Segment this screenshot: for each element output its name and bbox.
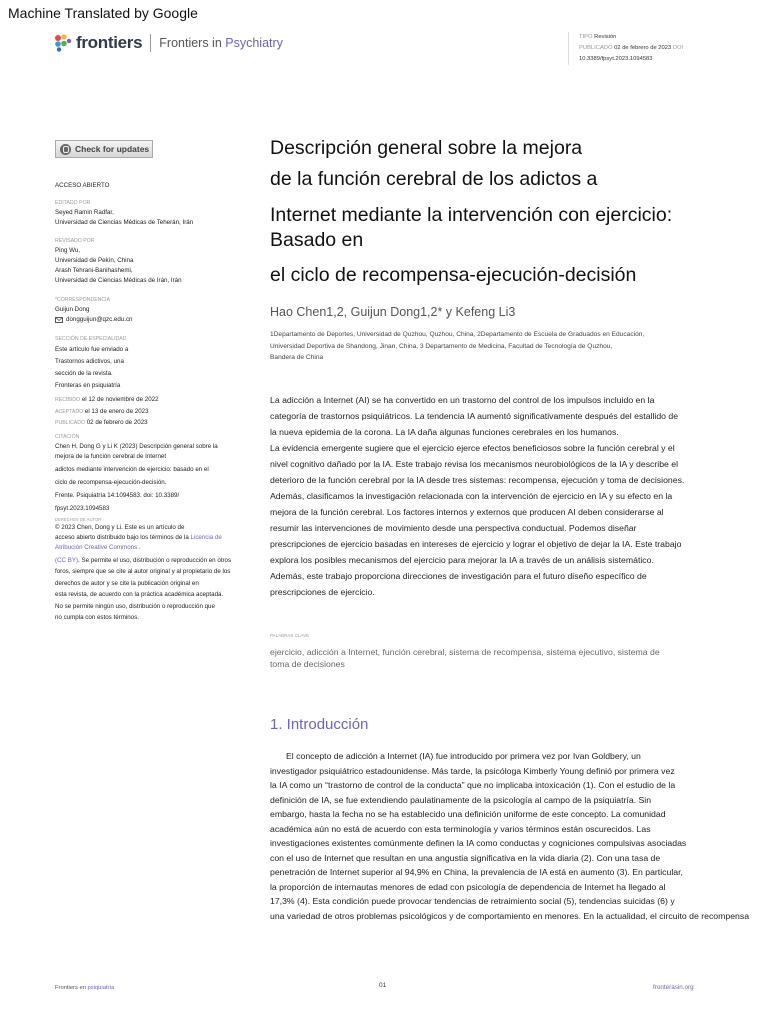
citation-line: Chen H, Dong G y Li K (2023) Descripción general sobre la — [55, 443, 218, 450]
page-number: 01 — [379, 982, 387, 989]
reviewed-line: Universidad de Ciencias Médicas de Irán, Irán — [55, 277, 182, 284]
check-for-updates-button[interactable] — [55, 140, 153, 158]
footer-journal-link[interactable]: psiquiatría — [87, 985, 115, 991]
body-line: académica aún no está de acuerdo con esta terminología y varios términos están oscurecidos. Las — [270, 823, 651, 834]
abstract-line: categoría de trastornos psiquiátricos. La tendencia IA aumentó significativamente después del estallido de — [270, 411, 679, 421]
introduction-body — [270, 749, 768, 923]
edited-by-block — [55, 199, 255, 228]
body-line: investigaciones existentes comúnmente definen la IA como conductas y cogniciones compulsivas asociadas — [270, 838, 687, 848]
reviewed-label: REVISADO POR — [55, 238, 95, 244]
accepted-label: ACEPTADO — [55, 408, 84, 415]
dates-block — [55, 394, 255, 429]
copyright-block — [55, 516, 255, 624]
journal-accent: Psychiatry — [225, 36, 283, 50]
body-line: una variedad de otros problemas psicológicos y de comportamiento en menores. En la actualidad, el circuito de recompensa — [270, 910, 750, 921]
received-label: RECIBIDO — [55, 397, 81, 403]
creative-commons-link[interactable]: Atribución Creative Commons — [55, 544, 138, 551]
body-line: 17,3% (4). Esta condición puede provocar tendencias de retraimiento social (5), tendencias suicidas (6) y — [270, 896, 675, 906]
section-label: SECCIÓN DE ESPECIALIDAD — [55, 336, 127, 342]
abstract-line: mejora de la función cerebral. Los factores internos y externos que producen AI deben considerarse al — [270, 507, 664, 517]
copyright-line: No se permite ningún uso, distribución o reproducción que — [55, 602, 215, 610]
copyright-line: . Se permite el uso, distribución o reproducción en otros — [78, 557, 232, 564]
check-updates-label: Check for updates — [75, 144, 150, 154]
logo-wordmark: frontiers — [76, 33, 143, 52]
reviewed-line: Ping Wu, — [55, 247, 80, 254]
affiliation-line: Bandera de China — [270, 354, 324, 361]
license-link[interactable]: Licencia de — [190, 534, 222, 541]
body-line: la proporción de internautas menores de edad con psicología de dependencia de Internet ha llegado al — [270, 881, 666, 892]
citation-line: fpsyt.2023.1094583 — [55, 505, 110, 512]
copyright-line: derechos de autor y se cite la publicación original en — [55, 579, 199, 587]
footer-journal — [55, 985, 114, 991]
reviewed-line: Universidad de Pekín, China — [55, 257, 134, 264]
edited-line: Seyed Ramin Radfar, — [55, 209, 114, 216]
doi-label: DOI — [672, 45, 684, 51]
copyright-line: no cumpla con estos términos. — [55, 614, 139, 621]
abstract-line: prescripciones de ejercicio. — [270, 587, 375, 597]
citation-line: mejora de la función cerebral de Internet — [55, 453, 167, 460]
citation-line: adictos mediante intervención de ejercicio: basado en el — [55, 466, 209, 473]
journal-prefix: Frontiers in — [159, 36, 226, 50]
machine-translation-banner: Machine Translated by Google — [8, 5, 198, 21]
article-meta — [568, 32, 683, 65]
abstract-line: nivel cognitivo dañado por la IA. Este trabajo revisa los mecanismos neurobiológicos de la IA y describe el — [270, 459, 679, 469]
body-line: investigador psiquiátrico estadounidense. Más tarde, la psicóloga Kimberly Young definió por primera vez — [270, 765, 675, 776]
correspondence-email-row[interactable] — [55, 315, 255, 325]
abstract-line: Además, clasificamos la investigación relacionada con la intervención de ejercicio en IA y su efecto en la — [270, 491, 673, 501]
body-line: la IA como un “trastorno de control de la conducta” que no implicaba intoxicación (1). Con el estudio de la — [270, 780, 676, 790]
title-line: Internet mediante la intervención con ejercicio: — [270, 204, 673, 226]
frontiers-logo-icon — [54, 34, 72, 52]
section-line: Este artículo fue enviado a — [55, 346, 129, 353]
publicado-value: 02 de febrero de 2023 — [614, 45, 672, 51]
publicado-label: PUBLICADO — [579, 45, 613, 51]
reviewed-line: Arash Tehrani-Banihashemi, — [55, 267, 133, 274]
citation-line: Frente. Psiquiatría 14:1094583. doi: 10.3389/ — [55, 492, 180, 499]
update-icon — [60, 144, 71, 155]
doi-value[interactable]: 10.3389/fpsyt.2023.1094583 — [579, 56, 653, 62]
journal-name — [159, 36, 283, 50]
copyright-line: acceso abierto distribuido bajo los términos de la — [55, 534, 191, 541]
affiliation-line: 1Departamento de Deportes, Universidad de Quzhou, Quzhou, China, 2Departamento de Escuela de Graduados en Educación, — [270, 331, 645, 338]
edited-label: EDITADO POR — [55, 200, 91, 206]
abstract-line: Además, este trabajo proporciona direcciones de investigación para el futuro diseño específico de — [270, 571, 647, 581]
copyright-label: DERECHOS DE AUTOR — [55, 517, 102, 522]
section-line: sección de la revista. — [55, 370, 113, 377]
abstract-line: La adicción a Internet (AI) se ha convertido en un trastorno del control de los impulsos incluido en la — [270, 395, 655, 405]
title-line: Basado en — [270, 229, 364, 251]
copyright-line: © 2023 Chen, Dong y Li. Este es un artículo de — [55, 524, 185, 531]
correspondence-email[interactable]: dongguijun@qzc.edu.cn — [66, 316, 133, 323]
section-line: Trastornos adictivos, una — [55, 358, 124, 365]
abstract-line: prescripciones de ejercicio basadas en intereses de ejercicio y lograr el objetivo de dejar la IA. Este trabajo — [270, 539, 682, 549]
citation-label: CITACIÓN — [55, 434, 80, 440]
open-access-label: ACCESO ABIERTO — [55, 182, 110, 189]
edited-line: Universidad de Ciencias Médicas de Teherán, Irán — [55, 219, 194, 226]
correspondence-name: Guijun Dong — [55, 306, 90, 313]
footer-website-link[interactable]: fronterasin.org — [653, 984, 694, 991]
authors: Hao Chen1,2, Guijun Dong1,2* y Kefeng Li3 — [270, 305, 516, 319]
abstract-line: explora los posibles mecanismos del ejercicio para mejorar la IA a través de un análisis sistemático. — [270, 555, 654, 565]
logo-divider — [150, 34, 151, 52]
section-line: Fronteras en psiquiatría — [55, 382, 121, 389]
abstract-line: La evidencia emergente sugiere que el ejercicio ejerce efectos beneficiosos sobre la función cerebral y el — [270, 443, 675, 453]
abstract-line: resumir las intervenciones de movimiento desde una perspectiva conductual. Podemos diseñar — [270, 523, 637, 533]
specialty-section-block — [55, 335, 255, 392]
affiliations — [270, 329, 690, 363]
abstract-line: la nueva epidemia de la corona. La IA daña algunas funciones cerebrales en los humanos. — [270, 427, 619, 437]
body-line: El concepto de adicción a Internet (IA) fue introducido por primera vez por Ivan Goldbery, un — [286, 751, 641, 761]
abstract-line: deterioro de la función cerebral por la IA desde tres sistemas: recompensa, ejecución y toma de decisiones. — [270, 475, 685, 485]
mail-icon — [55, 317, 63, 323]
cc-by-link[interactable]: (CC BY) — [55, 557, 79, 564]
accepted-value: el 13 de enero de 2023 — [84, 407, 149, 415]
copyright-line: foros, siempre que se cite al autor original y al propietario de los — [55, 568, 231, 575]
citation-line: ciclo de recompensa-ejecución-decisión. — [55, 479, 167, 486]
body-line: penetración de Internet superior al 94,9% en China, la prevalencia de IA está en aumento (3). En particular, — [270, 867, 683, 877]
copyright-line: esta revista, de acuerdo con la práctica académica aceptada. — [55, 591, 224, 598]
body-line: definición de IA, se fue extendiendo paulatinamente de la psicología al campo de la psiquiatría. Sin — [270, 794, 652, 805]
tipo-value: Revisión — [594, 34, 617, 40]
body-line: embargo, hasta la fecha no se ha establecido una definición uniforme de este concepto. La comunidad — [270, 809, 666, 819]
body-line: con el uso de Internet que resultan en una angustia significativa en la vida diaria (2). Con una tasa de — [270, 852, 661, 863]
reviewed-by-block — [55, 237, 255, 286]
footer-prefix: Frontiers en — [55, 985, 88, 991]
title-line: Descripción general sobre la mejora — [270, 137, 583, 159]
correspondence-label: *CORRESPONDENCIA — [55, 297, 111, 303]
published-label: PUBLICADO — [55, 420, 85, 426]
keywords-label: PALABRAS CLAVE — [270, 633, 310, 638]
abstract — [270, 392, 720, 600]
keywords-line: ejercicio, adicción a Internet, función cerebral, sistema de recompensa, sistema ejecutivo, sistema de — [270, 647, 660, 657]
section-heading-introduction: 1. Introducción — [270, 716, 369, 733]
keywords-line: toma de decisiones — [270, 659, 345, 669]
title-line: el ciclo de recompensa-ejecución-decisión — [270, 264, 637, 286]
tipo-label: TIPO — [579, 34, 593, 40]
citation-block — [55, 433, 255, 514]
affiliation-line: Universidad Deportiva de Shandong, Jinan, China, 3 Departamento de Medicina, Facultad de Tecnología de Quzhou, — [270, 343, 613, 350]
journal-logo[interactable] — [54, 33, 283, 53]
title-line: de la función cerebral de los adictos a — [270, 168, 598, 190]
copyright-line: . — [137, 544, 141, 551]
keywords — [270, 646, 710, 670]
correspondence-block — [55, 296, 255, 325]
published-value: 02 de febrero de 2023 — [86, 419, 148, 426]
received-value: el 12 de noviembre de 2022 — [81, 396, 159, 403]
